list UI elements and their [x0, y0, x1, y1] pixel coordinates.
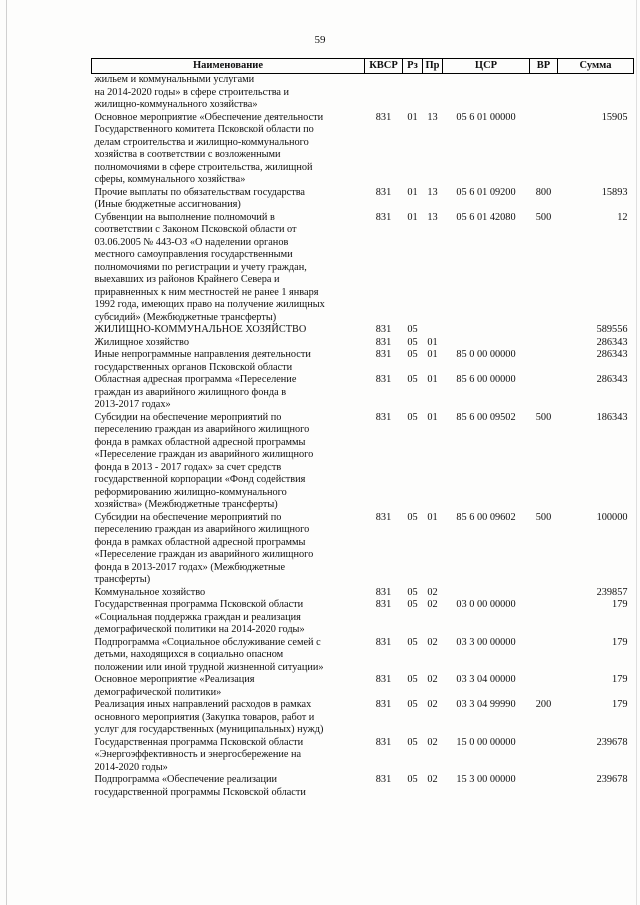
cell-vr [530, 737, 558, 775]
cell-name: Областная адресная программа «Переселение граждан из аварийного жилищного фонда в 2013-2017 годах» [94, 374, 297, 410]
cell-rz: 05 [407, 336, 418, 348]
cell-pr: 02 [427, 736, 438, 748]
cell-kvsr: 831 [375, 599, 392, 610]
page-edge-left [6, 0, 7, 905]
cell-pr: 02 [427, 699, 438, 710]
cell-pr: 02 [427, 586, 438, 598]
cell-pr: 01 [427, 336, 438, 348]
cell-kvsr [365, 74, 403, 112]
header-pr: Пр [423, 59, 443, 74]
cell-name: Прочие выплаты по обязательствам государства (Иные бюджетные ассигнования) [94, 186, 305, 210]
table-row [92, 349, 634, 374]
table-row [92, 774, 634, 799]
cell-rz: 05 [407, 636, 418, 648]
cell-rz: 05 [407, 349, 418, 360]
cell-vr [530, 637, 558, 675]
cell-vr [530, 774, 558, 799]
cell-csr: 05 6 01 09200 [456, 186, 516, 198]
cell-kvsr: 831 [375, 349, 392, 360]
cell-kvsr: 831 [375, 511, 392, 523]
cell-rz: 05 [407, 324, 418, 335]
cell-rz: 05 [407, 599, 418, 610]
cell-kvsr: 831 [375, 411, 392, 423]
cell-sum: 12 [617, 211, 628, 223]
cell-csr: 85 0 00 00000 [456, 349, 516, 360]
cell-vr [530, 74, 558, 112]
table-body [92, 74, 634, 800]
header-sum: Сумма [558, 59, 634, 74]
cell-sum: 179 [612, 674, 628, 685]
cell-csr [443, 337, 530, 350]
cell-kvsr: 831 [375, 586, 392, 598]
cell-vr [530, 337, 558, 350]
cell-rz: 05 [407, 774, 418, 785]
cell-kvsr: 831 [375, 699, 392, 710]
cell-rz: 05 [407, 699, 418, 710]
cell-kvsr: 831 [375, 774, 392, 785]
cell-csr [443, 324, 530, 337]
cell-pr: 13 [427, 211, 438, 223]
table-row [92, 374, 634, 412]
cell-kvsr: 831 [375, 186, 392, 198]
cell-rz: 05 [407, 674, 418, 685]
cell-pr: 02 [427, 774, 438, 785]
header-kvsr: КВСР [365, 59, 403, 74]
cell-pr: 02 [427, 599, 438, 610]
cell-pr: 01 [427, 349, 438, 360]
cell-vr: 500 [535, 511, 552, 523]
cell-sum: 15893 [601, 186, 628, 198]
table-row [92, 599, 634, 637]
cell-name: Субвенции на выполнение полномочий в соответствии с Законом Псковской области от 03.06.2005 № 443-ОЗ «О наделении органов местного самоуправления государственными полномочиями по регистрации и учету граждан, выехавших из районов Крайнего Севера и приравненных к ним местностей не ранее 1 января 1992 года, имеющих право на получение жилищных субсидий» (Межбюджетные трансферты) [94, 211, 325, 323]
table-header-row [92, 59, 634, 74]
cell-rz: 01 [407, 111, 418, 123]
cell-pr: 13 [427, 186, 438, 198]
cell-rz: 05 [407, 374, 418, 385]
cell-rz: 05 [407, 411, 418, 423]
cell-name: Основное мероприятие «Обеспечение деятельности Государственного комитета Псковской области по делам строительства и жилищно-коммунального хозяйства в соответствии с возложенными полномочиями в сфере строительства, жилищной сферы, коммунального хозяйства» [94, 111, 324, 185]
cell-csr: 03 3 00 00000 [456, 636, 516, 648]
table-row [92, 337, 634, 350]
cell-vr [530, 599, 558, 637]
cell-sum [558, 74, 634, 112]
cell-sum: 186343 [596, 411, 628, 423]
page-edge-right [636, 0, 637, 905]
budget-table [91, 58, 634, 799]
cell-sum: 15905 [601, 111, 628, 123]
cell-csr: 85 6 00 00000 [456, 374, 516, 385]
cell-kvsr: 831 [375, 324, 392, 335]
cell-csr: 05 6 01 00000 [456, 111, 516, 123]
cell-name: Государственная программа Псковской области «Энергоэффективность и энергосбережение на 2014-2020 годы» [94, 736, 304, 773]
cell-vr [530, 112, 558, 187]
cell-pr [423, 74, 443, 112]
cell-vr [530, 324, 558, 337]
cell-csr: 15 0 00 00000 [456, 736, 516, 748]
table-row [92, 187, 634, 212]
cell-vr: 200 [535, 699, 552, 710]
cell-name: Подпрограмма «Обеспечение реализации государственной программы Псковской области [94, 774, 306, 798]
cell-pr [423, 324, 443, 337]
table-row [92, 512, 634, 587]
cell-kvsr: 831 [375, 111, 392, 123]
cell-csr: 05 6 01 42080 [456, 211, 516, 223]
cell-pr: 13 [427, 111, 438, 123]
cell-csr: 85 6 00 09502 [456, 411, 516, 423]
table-row [92, 737, 634, 775]
cell-sum: 239678 [596, 736, 628, 748]
cell-name: Коммунальное хозяйство [94, 586, 206, 598]
cell-vr: 500 [535, 411, 552, 423]
cell-vr: 800 [535, 186, 552, 198]
cell-sum: 239857 [596, 586, 628, 598]
cell-name: жильем и коммунальными услугами на 2014-2020 годы» в сфере строительства и жилищно-коммунального хозяйства» [94, 74, 290, 110]
header-rz: Рз [403, 59, 423, 74]
header-csr: ЦСР [443, 59, 530, 74]
cell-rz: 01 [407, 211, 418, 223]
cell-vr [530, 374, 558, 412]
cell-csr [443, 74, 530, 112]
cell-pr: 01 [427, 374, 438, 385]
cell-vr: 500 [535, 211, 552, 223]
cell-name: Иные непрограммные направления деятельности государственных органов Псковской области [94, 349, 311, 373]
cell-kvsr: 831 [375, 674, 392, 685]
table-row [92, 412, 634, 512]
table-row [92, 637, 634, 675]
cell-pr: 01 [427, 511, 438, 523]
page-number: 59 [314, 34, 326, 46]
cell-name: Подпрограмма «Социальное обслуживание семей с детьми, находящихся в социально опасном положении или иной трудной жизненной ситуации» [94, 636, 324, 673]
table-row [92, 674, 634, 699]
table-row [92, 324, 634, 337]
cell-sum: 179 [612, 636, 628, 648]
cell-name: Реализация иных направлений расходов в рамках основного мероприятия (Закупка товаров, работ и услуг для государственных (муниципальных) нужд) [94, 699, 324, 735]
table-row [92, 699, 634, 737]
cell-csr: 03 3 04 99990 [456, 699, 516, 710]
budget-table-container [91, 58, 633, 799]
cell-csr: 85 6 00 09602 [456, 511, 516, 523]
header-name: Наименование [92, 59, 365, 74]
cell-csr: 03 0 00 00000 [456, 599, 516, 610]
cell-vr [530, 587, 558, 600]
cell-sum: 100000 [596, 511, 628, 523]
table-row [92, 112, 634, 187]
cell-name: Субсидии на обеспечение мероприятий по переселению граждан из аварийного жилищного фонда в рамках областной адресной программы «Переселение граждан из аварийного жилищного фонда в 2013 - 2017 годах» за счет средств государственной корпорации «Фонд содействия реформированию жилищно-коммунального хозяйства» (Межбюджетные трансферты) [94, 411, 314, 510]
cell-name: Жилищное хозяйство [94, 336, 189, 348]
cell-rz: 01 [407, 186, 418, 198]
cell-rz: 05 [407, 511, 418, 523]
cell-vr [530, 674, 558, 699]
cell-sum: 286343 [596, 374, 628, 385]
cell-rz [403, 74, 423, 112]
cell-csr: 15 3 00 00000 [456, 774, 516, 785]
cell-pr: 01 [427, 411, 438, 423]
cell-sum: 239678 [596, 774, 628, 785]
table-row [92, 212, 634, 325]
table-row [92, 74, 634, 112]
cell-kvsr: 831 [375, 636, 392, 648]
table-row [92, 587, 634, 600]
cell-kvsr: 831 [375, 374, 392, 385]
cell-sum: 179 [612, 699, 628, 710]
cell-sum: 179 [612, 599, 628, 610]
cell-sum: 286343 [596, 349, 628, 360]
cell-pr: 02 [427, 636, 438, 648]
cell-kvsr: 831 [375, 736, 392, 748]
cell-vr [530, 349, 558, 374]
cell-kvsr: 831 [375, 336, 392, 348]
cell-sum: 286343 [596, 336, 628, 348]
cell-csr: 03 3 04 00000 [456, 674, 516, 685]
cell-name: Государственная программа Псковской области «Социальная поддержка граждан и реализация демографической политики на 2014-2020 годы» [94, 599, 305, 635]
cell-name: ЖИЛИЩНО-КОММУНАЛЬНОЕ ХОЗЯЙСТВО [94, 324, 307, 335]
cell-pr: 02 [427, 674, 438, 685]
cell-rz: 05 [407, 736, 418, 748]
cell-sum: 589556 [596, 324, 628, 335]
cell-kvsr: 831 [375, 211, 392, 223]
header-vr: ВР [530, 59, 558, 74]
cell-name: Основное мероприятие «Реализация демографической политики» [94, 674, 255, 698]
cell-csr [443, 587, 530, 600]
cell-name: Субсидии на обеспечение мероприятий по переселению граждан из аварийного жилищного фонда в рамках областной адресной программы «Переселение граждан из аварийного жилищного фонда в 2013-2017 годах» (Межбюджетные трансферты) [94, 511, 314, 585]
cell-rz: 05 [407, 586, 418, 598]
